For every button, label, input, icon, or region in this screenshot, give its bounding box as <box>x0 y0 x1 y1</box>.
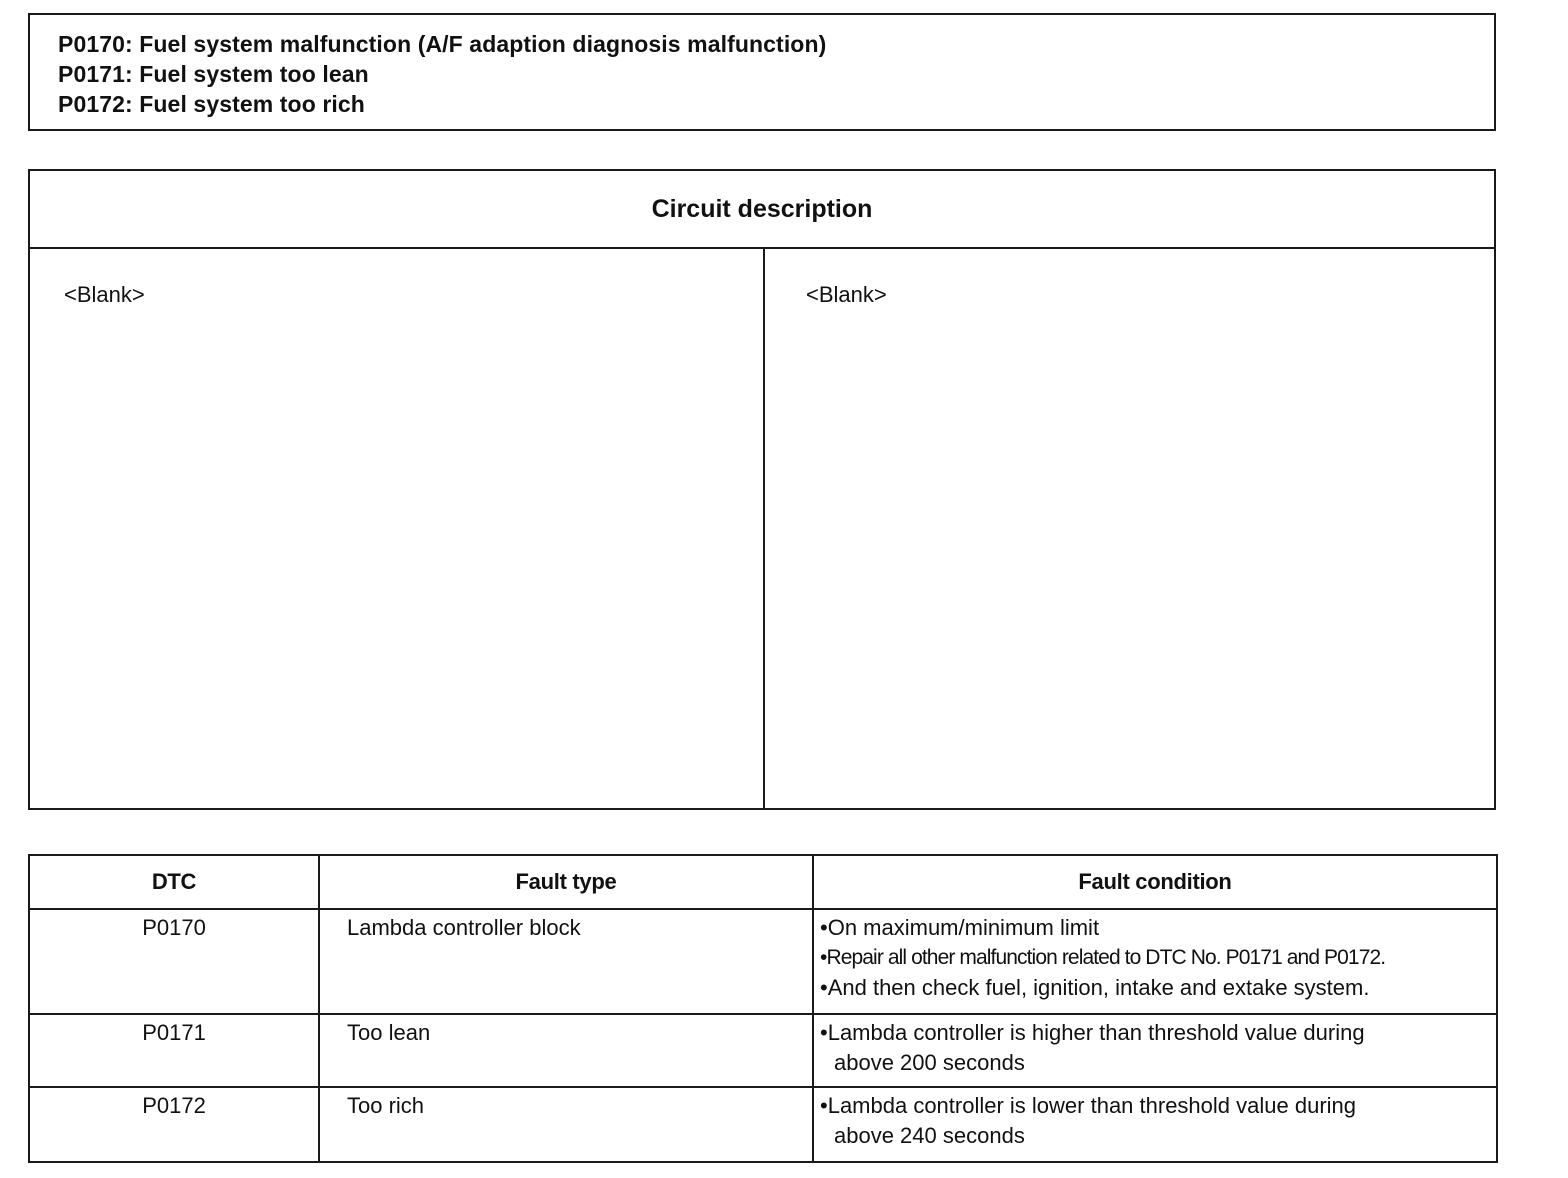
condition-line: •Lambda controller is higher than threshold value during <box>820 1020 1365 1045</box>
dtc-fault-table <box>28 854 1498 1163</box>
condition-line: above 200 seconds <box>834 1050 1025 1075</box>
table-row <box>29 909 1497 1014</box>
condition-line: above 240 seconds <box>834 1123 1025 1148</box>
fault-type-cell: Too rich <box>319 1087 813 1162</box>
column-header-fault-type: Fault type <box>319 855 813 909</box>
condition-line: •On maximum/minimum limit <box>820 915 1100 940</box>
condition-line: •And then check fuel, ignition, intake and extake system. <box>820 975 1370 1000</box>
table-header-row <box>29 855 1497 909</box>
circuit-divider <box>763 247 765 808</box>
fault-type-cell: Too lean <box>319 1014 813 1087</box>
table-row <box>29 1087 1497 1162</box>
dtc-cell: P0171 <box>29 1014 319 1087</box>
table-row <box>29 1014 1497 1087</box>
column-header-dtc: DTC <box>29 855 319 909</box>
column-header-fault-condition: Fault condition <box>813 855 1497 909</box>
fault-type-cell: Lambda controller block <box>319 909 813 1014</box>
header-line-p0171: P0171: Fuel system too lean <box>58 61 369 87</box>
circuit-right-blank: <Blank> <box>806 282 887 307</box>
fault-condition-cell <box>813 909 1497 1014</box>
fault-condition-cell <box>813 1014 1497 1087</box>
header-line-p0170: P0170: Fuel system malfunction (A/F adaption diagnosis malfunction) <box>58 31 827 57</box>
dtc-cell: P0172 <box>29 1087 319 1162</box>
circuit-left-blank: <Blank> <box>64 282 145 307</box>
header-line-p0172: P0172: Fuel system too rich <box>58 91 365 117</box>
circuit-description-box <box>28 169 1496 810</box>
condition-line: •Lambda controller is lower than threshold value during <box>820 1093 1357 1118</box>
condition-line: •Repair all other malfunction related to DTC No. P0171 and P0172. <box>820 946 1386 969</box>
fault-condition-cell <box>813 1087 1497 1162</box>
dtc-cell: P0170 <box>29 909 319 1014</box>
dtc-header-box <box>28 13 1496 131</box>
circuit-description-title: Circuit description <box>30 171 1494 249</box>
